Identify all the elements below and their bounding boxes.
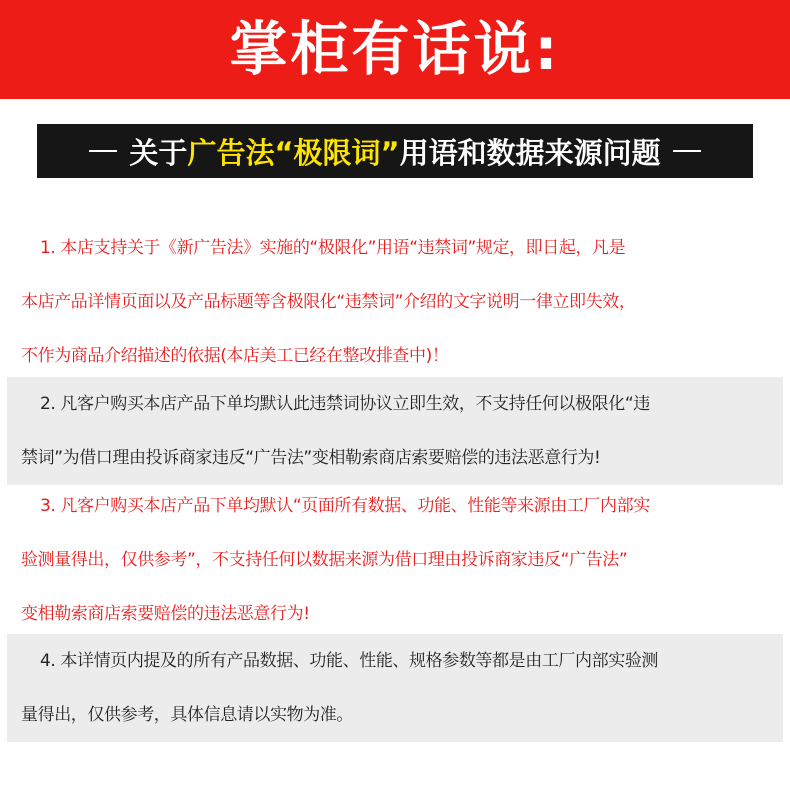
- notice-1: [7, 221, 783, 383]
- notice-line: 变相勒索商店索要赔偿的违法恶意行为!: [21, 604, 310, 624]
- notice-line: 3. 凡客户购买本店产品下单均默认“页面所有数据、功能、性能等来源由工厂内部实: [40, 496, 650, 516]
- subtitle-prefix: 关于: [129, 135, 188, 170]
- notice-line: 1. 本店支持关于《新广告法》实施的“极限化”用语“违禁词”规定，即日起，凡是: [40, 238, 626, 258]
- notice-4: [7, 634, 783, 742]
- page-title: 掌柜有话说:: [229, 15, 561, 83]
- notice-line: 4. 本详情页内提及的所有产品数据、功能、性能、规格参数等都是由工厂内部实验测: [40, 651, 659, 671]
- notice-line: 2. 凡客户购买本店产品下单均默认此违禁词协议立即生效，不支持任何以极限化“违: [40, 394, 650, 414]
- notice-line: 量得出，仅供参考，具体信息请以实物为准。: [21, 705, 353, 725]
- notice-2: [7, 377, 783, 485]
- notice-3: [7, 479, 783, 641]
- notice-line: 本店产品详情页面以及产品标题等含极限化“违禁词”介绍的文字说明一律立即失效，: [21, 292, 636, 312]
- subtitle-bar: [37, 124, 753, 178]
- notice-line: 验测量得出，仅供参考”，不支持任何以数据来源为借口理由投诉商家违反“广告法”: [21, 550, 628, 570]
- left-dash-divider: [89, 150, 117, 152]
- subtitle-highlight: 广告法“极限词”: [187, 135, 400, 170]
- notice-line: 不作为商品介绍描述的依据(本店美工已经在整改排查中)！: [21, 346, 449, 366]
- right-dash-divider: [673, 150, 701, 152]
- notice-line: 禁词”为借口理由投诉商家违反“广告法”变相勒索商店索要赔偿的违法恶意行为!: [21, 448, 601, 468]
- subtitle-suffix: 用语和数据来源问题: [399, 135, 661, 170]
